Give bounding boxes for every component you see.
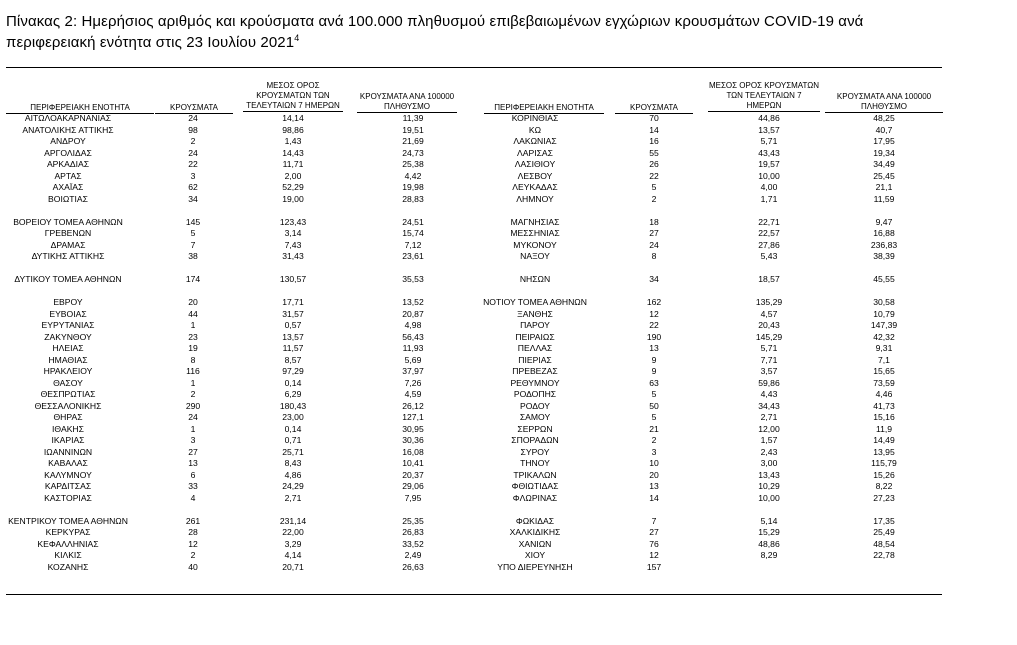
left-cell-region: ΕΥΒΟΙΑΣ xyxy=(49,308,87,319)
left-cell-region: ΔΥΤΙΚΟΥ ΤΟΜΕΑ ΑΘΗΝΩΝ xyxy=(14,274,122,284)
left-cell-cases: 20 xyxy=(188,297,198,307)
left-cell-region: ΚΑΡΔΙΤΣΑΣ xyxy=(44,481,92,491)
left-cell-per100k: 4,59 xyxy=(404,389,422,399)
right-cell-cases: 24 xyxy=(649,239,659,250)
right-cell-avg: 4,00 xyxy=(760,182,778,192)
left-cell-per100k: 21,69 xyxy=(402,136,424,146)
right-cell-avg: 3,57 xyxy=(760,366,778,376)
left-cell-cases: 8 xyxy=(190,354,196,365)
left-cell-per100k: 11,93 xyxy=(402,343,424,353)
left-cell-per100k: 127,1 xyxy=(402,412,424,422)
left-cell-region: ΚΑΣΤΟΡΙΑΣ xyxy=(44,492,92,503)
left-cell-cases: 38 xyxy=(188,251,198,261)
right-cell-cases: 5 xyxy=(651,412,657,422)
right-cell-per100k: 27,23 xyxy=(873,492,895,503)
left-cell-avg: 11,71 xyxy=(282,159,304,169)
right-header-avg: ΜΕΣΟΣ ΟΡΟΣ ΚΡΟΥΣΜΑΤΩΝ ΤΩΝ ΤΕΛΕΥΤΑΙΩΝ 7 ΗΜΕΡΩΝ xyxy=(708,81,820,110)
right-cell-region: ΦΛΩΡΙΝΑΣ xyxy=(512,492,558,503)
right-cell-region: ΠΡΕΒΕΖΑΣ xyxy=(512,366,558,376)
left-cell-cases: 1 xyxy=(190,423,196,434)
right-cell-per100k: 17,35 xyxy=(873,515,895,526)
right-cell-cases: 34 xyxy=(649,274,659,284)
left-cell-avg: 31,43 xyxy=(282,251,304,261)
left-cell-region: ΔΥΤΙΚΗΣ ΑΤΤΙΚΗΣ xyxy=(31,251,105,261)
right-cell-per100k: 45,55 xyxy=(873,274,895,284)
right-cell-cases: 5 xyxy=(651,182,657,192)
left-cell-avg: 0,14 xyxy=(284,377,302,388)
right-cell-cases: 70 xyxy=(649,113,659,123)
right-cell-per100k: 147,39 xyxy=(870,320,898,330)
left-cell-cases: 261 xyxy=(185,515,201,526)
right-cell-avg: 1,57 xyxy=(760,435,778,445)
right-cell-region: ΛΗΜΝΟΥ xyxy=(516,193,554,204)
left-cell-region: ΘΗΡΑΣ xyxy=(53,412,83,422)
right-cell-cases: 27 xyxy=(649,228,659,238)
right-cell-avg: 13,43 xyxy=(758,469,780,480)
caption-footnote: 4 xyxy=(294,33,300,43)
left-cell-cases: 24 xyxy=(188,147,198,158)
right-cell-avg: 10,29 xyxy=(758,481,780,491)
left-cell-per100k: 33,52 xyxy=(402,538,424,549)
right-cell-region: ΝΟΤΙΟΥ ΤΟΜΕΑ ΑΘΗΝΩΝ xyxy=(483,297,587,307)
right-cell-cases: 190 xyxy=(646,331,662,342)
left-cell-cases: 1 xyxy=(190,377,196,388)
left-cell-cases: 174 xyxy=(185,274,201,284)
left-cell-cases: 3 xyxy=(190,435,196,445)
left-cell-region: ΑΝΑΤΟΛΙΚΗΣ ΑΤΤΙΚΗΣ xyxy=(22,124,114,135)
right-cell-region: ΣΠΟΡΑΔΩΝ xyxy=(511,435,559,445)
right-cell-region: ΤΗΝΟΥ xyxy=(520,458,550,468)
right-cell-cases: 50 xyxy=(649,400,659,411)
right-cell-cases: 8 xyxy=(651,251,657,261)
left-cell-cases: 2 xyxy=(190,389,196,399)
right-cell-per100k: 15,65 xyxy=(873,366,895,376)
right-cell-per100k: 73,59 xyxy=(873,377,895,388)
left-cell-per100k: 13,52 xyxy=(402,297,424,307)
left-cell-avg: 11,57 xyxy=(282,343,304,353)
right-cell-region: ΣΥΡΟΥ xyxy=(520,446,550,457)
left-cell-avg: 4,86 xyxy=(284,469,302,480)
left-cell-region: ΚΕΡΚΥΡΑΣ xyxy=(45,527,91,537)
left-cell-cases: 7 xyxy=(190,239,196,250)
right-cell-avg: 1,71 xyxy=(760,193,778,204)
right-cell-region: ΦΘΙΩΤΙΔΑΣ xyxy=(511,481,559,491)
left-cell-per100k: 26,83 xyxy=(402,527,424,537)
left-cell-avg: 3,14 xyxy=(284,228,302,238)
left-cell-region: ΙΚΑΡΙΑΣ xyxy=(51,435,85,445)
right-cell-per100k: 17,95 xyxy=(873,136,895,146)
left-cell-avg: 13,57 xyxy=(282,331,304,342)
right-cell-per100k: 9,31 xyxy=(875,343,893,353)
left-cell-region: ΗΜΑΘΙΑΣ xyxy=(48,354,88,365)
right-cell-region: ΧΑΛΚΙΔΙΚΗΣ xyxy=(509,527,561,537)
right-cell-per100k: 115,79 xyxy=(871,458,897,468)
left-cell-region: ΘΕΣΠΡΩΤΙΑΣ xyxy=(40,389,96,399)
right-cell-avg: 59,86 xyxy=(758,377,780,388)
right-cell-cases: 55 xyxy=(649,147,659,158)
right-cell-per100k: 7,1 xyxy=(878,354,890,365)
right-cell-region: ΠΕΙΡΑΙΩΣ xyxy=(515,331,555,342)
left-cell-region: ΔΡΑΜΑΣ xyxy=(50,239,86,250)
left-cell-region: ΕΥΡΥΤΑΝΙΑΣ xyxy=(41,320,95,330)
left-cell-cases: 40 xyxy=(188,561,198,572)
right-cell-cases: 63 xyxy=(649,377,659,388)
right-cell-region: ΠΑΡΟΥ xyxy=(520,320,550,330)
right-cell-avg: 20,43 xyxy=(758,320,780,330)
left-cell-avg: 14,43 xyxy=(282,147,304,158)
left-cell-cases: 13 xyxy=(188,458,198,468)
right-cell-region: ΛΑΣΙΘΙΟΥ xyxy=(514,159,556,169)
left-cell-avg: 6,29 xyxy=(284,389,302,399)
left-cell-cases: 27 xyxy=(188,446,198,457)
right-header-cases: ΚΡΟΥΣΜΑΤΑ xyxy=(615,103,693,114)
right-cell-region: ΣΑΜΟΥ xyxy=(519,412,551,422)
right-cell-avg: 4,57 xyxy=(760,308,778,319)
right-cell-cases: 18 xyxy=(649,216,659,227)
right-cell-cases: 2 xyxy=(651,435,657,445)
left-cell-avg: 17,71 xyxy=(282,297,304,307)
right-cell-per100k: 40,7 xyxy=(875,124,893,135)
right-cell-region: ΝΑΞΟΥ xyxy=(520,251,550,261)
right-cell-avg: 4,43 xyxy=(760,389,778,399)
left-cell-cases: 6 xyxy=(190,469,196,480)
right-cell-per100k: 236,83 xyxy=(870,239,898,250)
left-cell-region: ΘΑΣΟΥ xyxy=(53,377,83,388)
right-cell-region: ΡΟΔΟΥ xyxy=(520,400,550,411)
right-cell-region: ΞΑΝΘΗΣ xyxy=(517,308,553,319)
left-header-region: ΠΕΡΙΦΕΡΕΙΑΚΗ ΕΝΟΤΗΤΑ xyxy=(6,103,154,114)
right-cell-avg: 7,71 xyxy=(760,354,778,365)
left-cell-cases: 44 xyxy=(188,308,198,319)
left-cell-per100k: 7,95 xyxy=(404,492,422,503)
right-cell-per100k: 14,49 xyxy=(873,435,895,445)
left-cell-avg: 1,43 xyxy=(284,136,302,146)
left-cell-avg: 98,86 xyxy=(282,124,304,135)
right-cell-region: ΠΕΛΛΑΣ xyxy=(517,343,553,353)
right-cell-avg: 34,43 xyxy=(758,400,780,411)
left-cell-region: ΑΝΔΡΟΥ xyxy=(50,136,86,146)
right-cell-per100k: 41,73 xyxy=(873,400,895,411)
left-cell-per100k: 20,87 xyxy=(402,308,424,319)
right-cell-region: ΛΕΣΒΟΥ xyxy=(517,170,553,181)
right-cell-avg: 22,57 xyxy=(758,228,780,238)
right-cell-region: ΧΙΟΥ xyxy=(524,550,546,560)
left-cell-avg: 180,43 xyxy=(279,400,307,411)
left-cell-cases: 116 xyxy=(186,366,200,376)
right-cell-cases: 13 xyxy=(649,343,659,353)
left-cell-avg: 20,71 xyxy=(282,561,304,572)
right-cell-per100k: 4,46 xyxy=(875,389,893,399)
right-cell-avg: 135,29 xyxy=(755,297,783,307)
left-cell-region: ΘΕΣΣΑΛΟΝΙΚΗΣ xyxy=(34,400,102,411)
left-cell-region: ΚΑΒΑΛΑΣ xyxy=(48,458,88,468)
right-cell-cases: 26 xyxy=(649,159,659,169)
right-cell-cases: 12 xyxy=(649,308,659,319)
left-cell-per100k: 7,26 xyxy=(404,377,422,388)
right-cell-avg: 145,29 xyxy=(755,331,783,342)
left-cell-region: ΚΟΖΑΝΗΣ xyxy=(47,561,89,572)
left-cell-avg: 0,14 xyxy=(284,423,302,434)
right-cell-per100k: 22,78 xyxy=(873,550,895,560)
right-cell-per100k: 15,26 xyxy=(873,469,895,480)
left-cell-cases: 5 xyxy=(190,228,196,238)
right-cell-cases: 13 xyxy=(649,481,659,491)
left-cell-per100k: 7,12 xyxy=(404,239,422,250)
left-header-per100k: ΚΡΟΥΣΜΑΤΑ ΑΝΑ 100000 ΠΛΗΘΥΣΜΟ xyxy=(357,92,457,113)
left-cell-cases: 98 xyxy=(188,124,198,135)
left-cell-avg: 231,14 xyxy=(279,515,307,526)
left-cell-per100k: 26,12 xyxy=(402,400,424,411)
left-cell-region: ΑΡΤΑΣ xyxy=(54,170,82,181)
left-cell-avg: 14,14 xyxy=(282,113,304,123)
right-cell-region: ΜΑΓΝΗΣΙΑΣ xyxy=(510,216,560,227)
left-cell-cases: 2 xyxy=(190,136,196,146)
right-cell-cases: 9 xyxy=(651,366,657,376)
right-header-per100k: ΚΡΟΥΣΜΑΤΑ ΑΝΑ 100000 ΠΛΗΘΥΣΜΟ xyxy=(825,92,943,113)
left-cell-cases: 24 xyxy=(188,412,198,422)
left-cell-cases: 24 xyxy=(188,113,198,123)
right-cell-cases: 21 xyxy=(649,423,659,434)
left-cell-region: ΑΡΚΑΔΙΑΣ xyxy=(46,159,90,169)
right-cell-avg: 5,71 xyxy=(760,136,778,146)
left-cell-avg: 7,43 xyxy=(284,239,302,250)
right-cell-cases: 3 xyxy=(651,446,657,457)
left-cell-per100k: 2,49 xyxy=(404,550,422,560)
right-cell-cases: 14 xyxy=(649,124,659,135)
left-cell-avg: 8,43 xyxy=(284,458,302,468)
right-cell-per100k: 15,16 xyxy=(873,412,895,422)
left-cell-per100k: 30,95 xyxy=(402,423,424,434)
right-cell-per100k: 21,1 xyxy=(875,182,893,192)
right-cell-avg: 2,71 xyxy=(760,412,778,422)
left-cell-avg: 2,00 xyxy=(284,170,302,181)
caption-text: Πίνακας 2: Ημερήσιος αριθμός και κρούσματα ανά 100.000 πληθυσμού επιβεβαιωμένων εγχώριων κρουσμάτων COVID-19 ανά περιφερειακή ενότητα στις 23 Ιουλίου 2021 xyxy=(6,13,864,51)
right-cell-cases: 12 xyxy=(649,550,659,560)
right-cell-avg: 48,86 xyxy=(758,538,780,549)
right-cell-per100k: 34,49 xyxy=(873,159,895,169)
right-cell-region: ΛΕΥΚΑΔΑΣ xyxy=(512,182,558,192)
left-cell-per100k: 23,61 xyxy=(402,251,424,261)
right-cell-per100k: 38,39 xyxy=(873,251,895,261)
right-cell-avg: 10,00 xyxy=(758,492,780,503)
left-cell-cases: 12 xyxy=(188,538,198,549)
left-cell-region: ΑΡΓΟΛΙΔΑΣ xyxy=(44,147,92,158)
left-cell-region: ΒΟΙΩΤΙΑΣ xyxy=(48,193,88,204)
right-cell-cases: 22 xyxy=(649,170,659,181)
left-cell-per100k: 4,42 xyxy=(404,170,422,181)
right-cell-per100k: 42,32 xyxy=(873,331,895,342)
right-cell-per100k: 13,95 xyxy=(873,446,895,457)
left-cell-avg: 3,29 xyxy=(284,538,302,549)
right-cell-avg: 12,00 xyxy=(758,423,780,434)
right-cell-per100k: 9,47 xyxy=(875,216,893,227)
right-cell-per100k: 25,45 xyxy=(873,170,895,181)
left-cell-region: ΑΙΤΩΛΟΑΚΑΡΝΑΝΙΑΣ xyxy=(24,113,112,123)
left-cell-per100k: 16,08 xyxy=(402,446,424,457)
right-cell-avg: 5,71 xyxy=(760,343,778,353)
right-cell-cases: 7 xyxy=(651,515,657,526)
left-cell-per100k: 24,73 xyxy=(402,147,424,158)
left-cell-avg: 31,57 xyxy=(282,308,304,319)
left-cell-per100k: 20,37 xyxy=(402,469,424,480)
left-cell-cases: 22 xyxy=(188,159,198,169)
left-cell-per100k: 11,39 xyxy=(402,113,424,123)
right-cell-avg: 3,00 xyxy=(760,458,778,468)
right-cell-cases: 2 xyxy=(651,193,657,204)
left-cell-per100k: 37,97 xyxy=(402,366,424,376)
right-cell-per100k: 30,58 xyxy=(873,297,895,307)
right-cell-region: ΣΕΡΡΩΝ xyxy=(517,423,553,434)
right-cell-per100k: 25,49 xyxy=(873,527,895,537)
right-cell-cases: 22 xyxy=(649,320,659,330)
right-cell-avg: 43,43 xyxy=(758,147,780,158)
left-cell-per100k: 28,83 xyxy=(402,193,424,204)
left-cell-per100k: 5,69 xyxy=(404,354,422,365)
left-cell-avg: 8,57 xyxy=(284,354,302,365)
left-cell-region: ΗΡΑΚΛΕΙΟΥ xyxy=(43,366,93,376)
right-cell-region: ΛΑΚΩΝΙΑΣ xyxy=(513,136,557,146)
left-cell-region: ΒΟΡΕΙΟΥ ΤΟΜΕΑ ΑΘΗΝΩΝ xyxy=(13,216,123,227)
left-cell-cases: 1 xyxy=(190,320,196,330)
right-cell-avg: 44,86 xyxy=(758,113,780,123)
right-cell-avg: 18,57 xyxy=(758,274,780,284)
table-caption xyxy=(6,11,956,53)
left-cell-avg: 19,00 xyxy=(282,193,304,204)
right-header-region: ΠΕΡΙΦΕΡΕΙΑΚΗ ΕΝΟΤΗΤΑ xyxy=(484,103,604,114)
left-cell-per100k: 15,74 xyxy=(402,228,424,238)
left-cell-per100k: 4,98 xyxy=(404,320,422,330)
right-cell-per100k: 48,25 xyxy=(873,113,895,123)
left-cell-avg: 97,29 xyxy=(282,366,304,376)
right-cell-region: ΥΠΟ ΔΙΕΡΕΥΝΗΣΗ xyxy=(497,561,573,572)
left-cell-cases: 62 xyxy=(188,182,198,192)
right-cell-cases: 76 xyxy=(649,538,659,549)
right-cell-per100k: 19,34 xyxy=(873,147,895,158)
left-cell-avg: 123,43 xyxy=(279,216,307,227)
left-cell-cases: 19 xyxy=(188,343,198,353)
left-cell-per100k: 10,41 xyxy=(402,458,424,468)
left-cell-cases: 23 xyxy=(188,331,198,342)
left-header-cases: ΚΡΟΥΣΜΑΤΑ xyxy=(155,103,233,114)
left-cell-per100k: 19,98 xyxy=(402,182,424,192)
right-cell-region: ΡΟΔΟΠΗΣ xyxy=(513,389,557,399)
left-cell-per100k: 29,06 xyxy=(402,481,424,491)
right-cell-region: ΜΕΣΣΗΝΙΑΣ xyxy=(510,228,560,238)
right-cell-avg: 13,57 xyxy=(758,124,780,135)
left-cell-avg: 25,71 xyxy=(282,446,304,457)
right-cell-avg: 8,29 xyxy=(760,550,778,560)
left-cell-per100k: 24,51 xyxy=(402,216,424,227)
left-cell-cases: 3 xyxy=(190,170,196,181)
right-cell-avg: 19,57 xyxy=(758,159,780,169)
left-cell-region: ΙΘΑΚΗΣ xyxy=(52,423,84,434)
table-top-rule xyxy=(6,67,942,68)
left-cell-region: ΗΛΕΙΑΣ xyxy=(52,343,84,353)
right-cell-per100k: 16,88 xyxy=(873,228,895,238)
right-cell-cases: 20 xyxy=(649,469,659,480)
left-cell-per100k: 26,63 xyxy=(402,561,424,572)
right-cell-per100k: 48,54 xyxy=(873,538,895,549)
left-cell-region: ΖΑΚΥΝΘΟΥ xyxy=(44,331,92,342)
right-cell-region: ΛΑΡΙΣΑΣ xyxy=(517,147,553,158)
left-cell-avg: 22,00 xyxy=(282,527,304,537)
left-cell-region: ΕΒΡΟΥ xyxy=(53,297,83,307)
right-cell-avg: 27,86 xyxy=(758,239,780,250)
left-cell-region: ΚΙΛΚΙΣ xyxy=(54,550,82,560)
left-cell-avg: 4,14 xyxy=(284,550,302,560)
left-cell-cases: 2 xyxy=(190,550,196,560)
right-cell-per100k: 11,59 xyxy=(873,193,895,204)
right-cell-per100k: 8,22 xyxy=(875,481,893,491)
left-cell-avg: 0,71 xyxy=(284,435,302,445)
left-cell-avg: 52,29 xyxy=(282,182,304,192)
left-cell-avg: 2,71 xyxy=(284,492,302,503)
right-cell-avg: 5,14 xyxy=(760,515,778,526)
right-cell-cases: 10 xyxy=(649,458,659,468)
right-cell-region: ΦΩΚΙΔΑΣ xyxy=(515,515,555,526)
left-cell-region: ΚΑΛΥΜΝΟΥ xyxy=(44,469,92,480)
right-cell-region: ΠΙΕΡΙΑΣ xyxy=(518,354,552,365)
left-cell-cases: 34 xyxy=(188,193,198,204)
left-cell-avg: 130,57 xyxy=(279,274,307,284)
left-cell-per100k: 35,53 xyxy=(402,274,424,284)
left-cell-per100k: 56,43 xyxy=(402,331,424,342)
right-cell-region: ΜΥΚΟΝΟΥ xyxy=(513,239,557,250)
right-cell-cases: 9 xyxy=(651,354,657,365)
right-cell-avg: 5,43 xyxy=(760,251,778,261)
left-cell-region: ΓΡΕΒΕΝΩΝ xyxy=(44,228,92,238)
left-cell-per100k: 25,38 xyxy=(402,159,424,169)
right-cell-cases: 16 xyxy=(649,136,659,146)
right-cell-cases: 5 xyxy=(651,389,657,399)
right-cell-region: ΚΟΡΙΝΘΙΑΣ xyxy=(511,113,559,123)
left-cell-per100k: 30,36 xyxy=(402,435,424,445)
left-cell-per100k: 19,51 xyxy=(402,124,424,135)
left-cell-cases: 290 xyxy=(185,400,201,411)
left-cell-cases: 145 xyxy=(185,216,201,227)
left-cell-avg: 23,00 xyxy=(282,412,304,422)
right-cell-cases: 14 xyxy=(649,492,659,503)
left-cell-cases: 28 xyxy=(188,527,198,537)
right-cell-avg: 15,29 xyxy=(758,527,780,537)
table-bottom-rule xyxy=(6,594,942,595)
right-cell-region: ΤΡΙΚΑΛΩΝ xyxy=(513,469,557,480)
left-cell-cases: 33 xyxy=(188,481,198,491)
right-cell-cases: 27 xyxy=(649,527,659,537)
right-cell-region: ΧΑΝΙΩΝ xyxy=(518,538,552,549)
left-cell-region: ΚΕΝΤΡΙΚΟΥ ΤΟΜΕΑ ΑΘΗΝΩΝ xyxy=(8,515,128,526)
left-cell-region: ΙΩΑΝΝΙΝΩΝ xyxy=(43,446,93,457)
right-cell-avg: 22,71 xyxy=(758,216,780,227)
left-cell-region: ΚΕΦΑΛΛΗΝΙΑΣ xyxy=(37,538,99,549)
right-cell-per100k: 11,9 xyxy=(875,423,893,434)
right-cell-region: ΡΕΘΥΜΝΟΥ xyxy=(510,377,560,388)
left-cell-avg: 24,29 xyxy=(282,481,304,491)
left-header-avg: ΜΕΣΟΣ ΟΡΟΣ ΚΡΟΥΣΜΑΤΩΝ ΤΩΝ ΤΕΛΕΥΤΑΙΩΝ 7 ΗΜΕΡΩΝ xyxy=(243,81,343,112)
right-cell-region: ΝΗΣΩΝ xyxy=(519,274,551,284)
left-cell-region: ΑΧΑΪΑΣ xyxy=(52,182,84,192)
right-cell-cases: 162 xyxy=(646,297,662,307)
right-cell-avg: 2,43 xyxy=(760,446,778,457)
right-cell-cases: 157 xyxy=(646,561,662,572)
left-cell-cases: 4 xyxy=(190,492,196,503)
left-cell-avg: 0,57 xyxy=(284,320,302,330)
left-cell-per100k: 25,35 xyxy=(402,515,424,526)
right-cell-avg: 10,00 xyxy=(758,170,780,181)
right-cell-region: ΚΩ xyxy=(528,124,542,135)
right-cell-per100k: 10,79 xyxy=(873,308,895,319)
